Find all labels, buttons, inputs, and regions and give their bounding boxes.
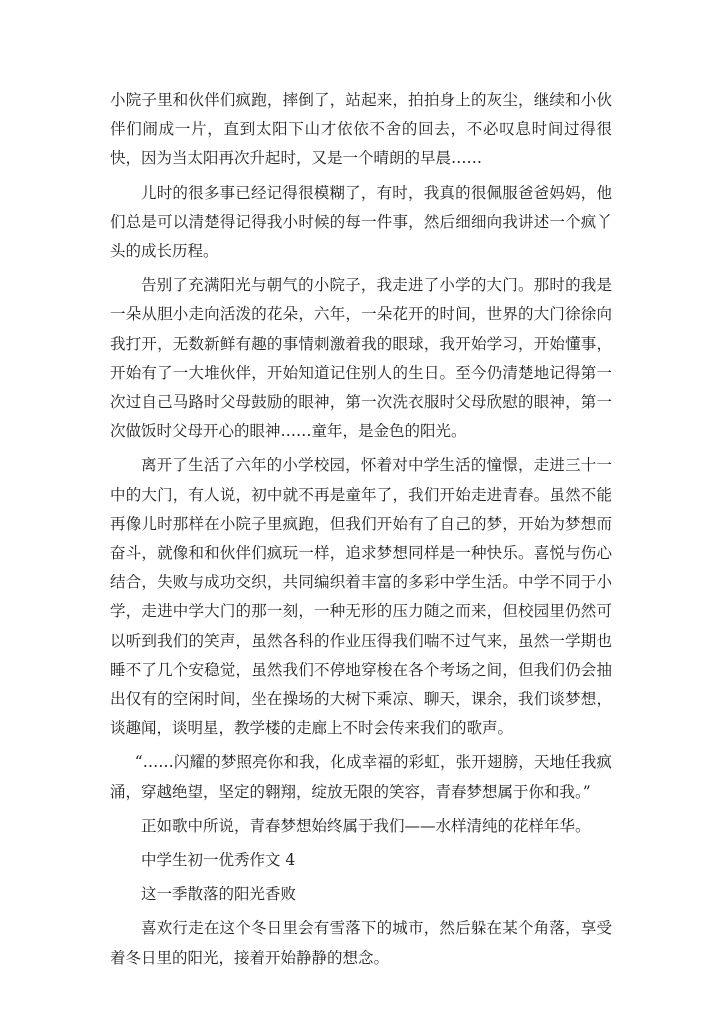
essay-title: 这一季散落的阳光香败 (141, 885, 297, 904)
document-body (110, 86, 612, 973)
paragraph-primary-school: 告别了充满阳光与朝气的小院子，我走进了小学的大门。那时的我是一朵从胆小走向活泼的花朵，六年，一朵花开的时间，世界的大门徐徐向我打开，无数新鲜有趣的事情刺激着我的眼球，我开始学习，开始懂事，开始有了一大堆伙伴，开始知道记住别人的生日。至今仍清楚地记得第一次过自己马路时父母鼓励的眼神，第一次洗衣服时父母欣慰的眼神，第一次做饭时父母开心的眼神……童年，是金色的阳光。 (110, 276, 612, 441)
paragraph-continuation: 小院子里和伙伴们疯跑，摔倒了，站起来，拍拍身上的灰尘，继续和小伙伴们闹成一片，直到太阳下山才依依不舍的回去，不必叹息时间过得很快，因为当太阳再次升起时，又是一个晴朗的早晨…… (110, 91, 612, 168)
essay-heading: 中学生初一优秀作文 4 (141, 851, 296, 870)
paragraph-winter-sunshine: 喜欢行走在这个冬日里会有雪落下的城市，然后躲在某个角落，享受着冬日里的阳光，接着开始静静的想念。 (110, 919, 612, 967)
paragraph-childhood-memories: 儿时的很多事已经记得很模糊了，有时，我真的很佩服爸爸妈妈，他们总是可以清楚得记得我小时候的每一件事，然后细细向我讲述一个疯丫头的成长历程。 (110, 183, 612, 261)
paragraph-song-quote: “……闪耀的梦照亮你和我，化成幸福的彩虹，张开翅膀，天地任我疯涌，穿越绝望，坚定的翱翔，绽放无限的笑容，青春梦想属于你和我。” (110, 753, 612, 801)
paragraph-conclusion: 正如歌中所说，青春梦想始终属于我们——水样清纯的花样年华。 (141, 816, 591, 835)
paragraph-middle-school: 离开了生活了六年的小学校园，怀着对中学生活的憧憬，走进三十一中的大门，有人说，初中就不再是童年了，我们开始走进青春。虽然不能再像儿时那样在小院子里疯跑，但我们开始有了自己的梦，开始为梦想而奋斗，就像和和伙伴们疯玩一样，追求梦想同样是一种快乐。喜悦与伤心结合，失败与成功交织，共同编织着丰富的多彩中学生活。中学不同于小学，走进中学大门的那一刻，一种无形的压力随之而来，但校园里仍然可以听到我们的笑声，虽然各科的作业压得我们喘不过气来，虽然一学期也睡不了几个安稳觉，虽然我们不停地穿梭在各个考场之间，但我们仍会抽出仅有的空闲时间，坐在操场的大树下乘凉、聊天，课余，我们谈梦想，谈趣闻，谈明星，教学楼的走廊上不时会传来我们的歌声。 (110, 456, 612, 738)
